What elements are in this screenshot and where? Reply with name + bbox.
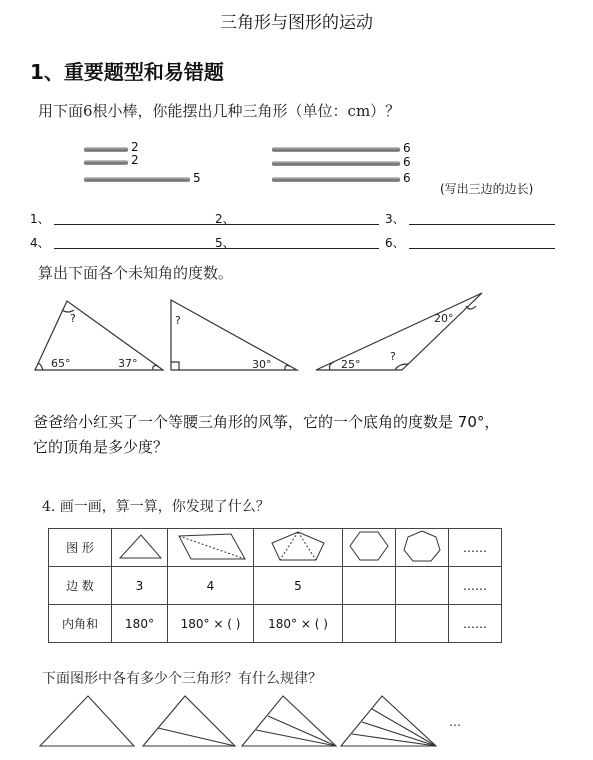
shape-ellipsis: …… [449,529,502,567]
q3-text [33,410,578,460]
hexagon-shape [346,529,392,563]
stick-label: 6 [403,155,411,169]
blank-label: 5、 [215,236,235,250]
stick-label: 6 [403,141,411,155]
sum-cell: 180° [112,605,168,643]
row-head: 边 数 [49,567,112,605]
blank-label: 1、 [30,212,50,226]
q2-prompt: 算出下面各个未知角的度数。 [38,264,234,282]
sum-cell[interactable] [343,605,396,643]
count-figure-1 [40,696,134,746]
answer-line-1[interactable] [54,224,240,225]
q3-line-1: 爸爸给小红买了一个等腰三角形的风筝，它的一个底角的度数是 70°， [33,413,500,431]
stick-label: 6 [403,171,411,185]
blank-label: 6、 [385,236,405,250]
page-title: 三角形与图形的运动 [220,13,373,33]
shape-cell [254,529,343,567]
tri1-angle-65: 65° [51,357,71,370]
triangle-2 [171,300,297,370]
section-heading: 1、重要题型和易错题 [30,60,224,84]
count-figure-3 [242,696,336,746]
sides-cell[interactable] [343,567,396,605]
count-figure-2 [143,696,235,746]
row-head: 图 形 [49,529,112,567]
pentagon-shape [258,529,338,563]
answer-line-5[interactable] [239,248,379,249]
stick-2a [84,147,128,152]
shape-cell [343,529,396,567]
blank-label: 2、 [215,212,235,226]
sum-cell: …… [449,605,502,643]
stick-6a [272,147,400,152]
q5-prompt: 下面图形中各有多少个三角形？有什么规律？ [42,671,322,687]
tri3-angle-20: 20° [434,312,454,325]
sides-cell[interactable] [396,567,449,605]
q3-line-2: 它的顶角是多少度？ [33,438,169,456]
shape-cell [112,529,168,567]
shape-cell [168,529,254,567]
table-row [49,529,502,567]
q1-prompt: 用下面6根小棒，你能摆出几种三角形（单位：cm）？ [38,102,401,120]
sum-cell[interactable]: 180° × ( ) [254,605,343,643]
tri2-unknown: ? [175,314,181,327]
q1-hint: (写出三边的边长) [440,182,534,196]
blank-label: 3、 [385,212,405,226]
tri3-unknown: ? [390,350,396,363]
stick-label: 2 [131,140,139,154]
sides-cell: 5 [254,567,343,605]
stick-label: 2 [131,153,139,167]
sides-cell: …… [449,567,502,605]
stick-label: 5 [193,171,201,185]
row-head: 内角和 [49,605,112,643]
table-row [49,605,502,643]
sum-cell[interactable]: 180° × ( ) [168,605,254,643]
stick-5 [84,177,190,182]
shape-cell [396,529,449,567]
tri2-angle-30: 30° [252,358,272,371]
blank-label: 4、 [30,236,50,250]
tri1-unknown: ? [70,312,76,325]
triangle-shape [115,530,165,562]
stick-6b [272,161,400,166]
sides-cell: 3 [112,567,168,605]
angle-triangles-figure [0,280,593,380]
count-figure-4 [341,696,436,746]
tri1-angle-37: 37° [118,357,138,370]
sides-cell: 4 [168,567,254,605]
q4-prompt: 4. 画一画，算一算，你发现了什么？ [42,499,270,515]
stick-6c [272,177,400,182]
quadrilateral-shape [171,530,251,562]
stick-2b [84,160,128,165]
answer-line-2[interactable] [239,224,379,225]
answer-line-3[interactable] [409,224,555,225]
answer-line-6[interactable] [409,248,555,249]
answer-line-4[interactable] [54,248,240,249]
q5-ellipsis: … [449,715,461,729]
sum-cell[interactable] [396,605,449,643]
table-row [49,567,502,605]
polygon-angle-table [48,528,502,643]
tri3-angle-25: 25° [341,358,361,371]
heptagon-shape [399,529,445,563]
triangle-count-figures [0,688,593,758]
